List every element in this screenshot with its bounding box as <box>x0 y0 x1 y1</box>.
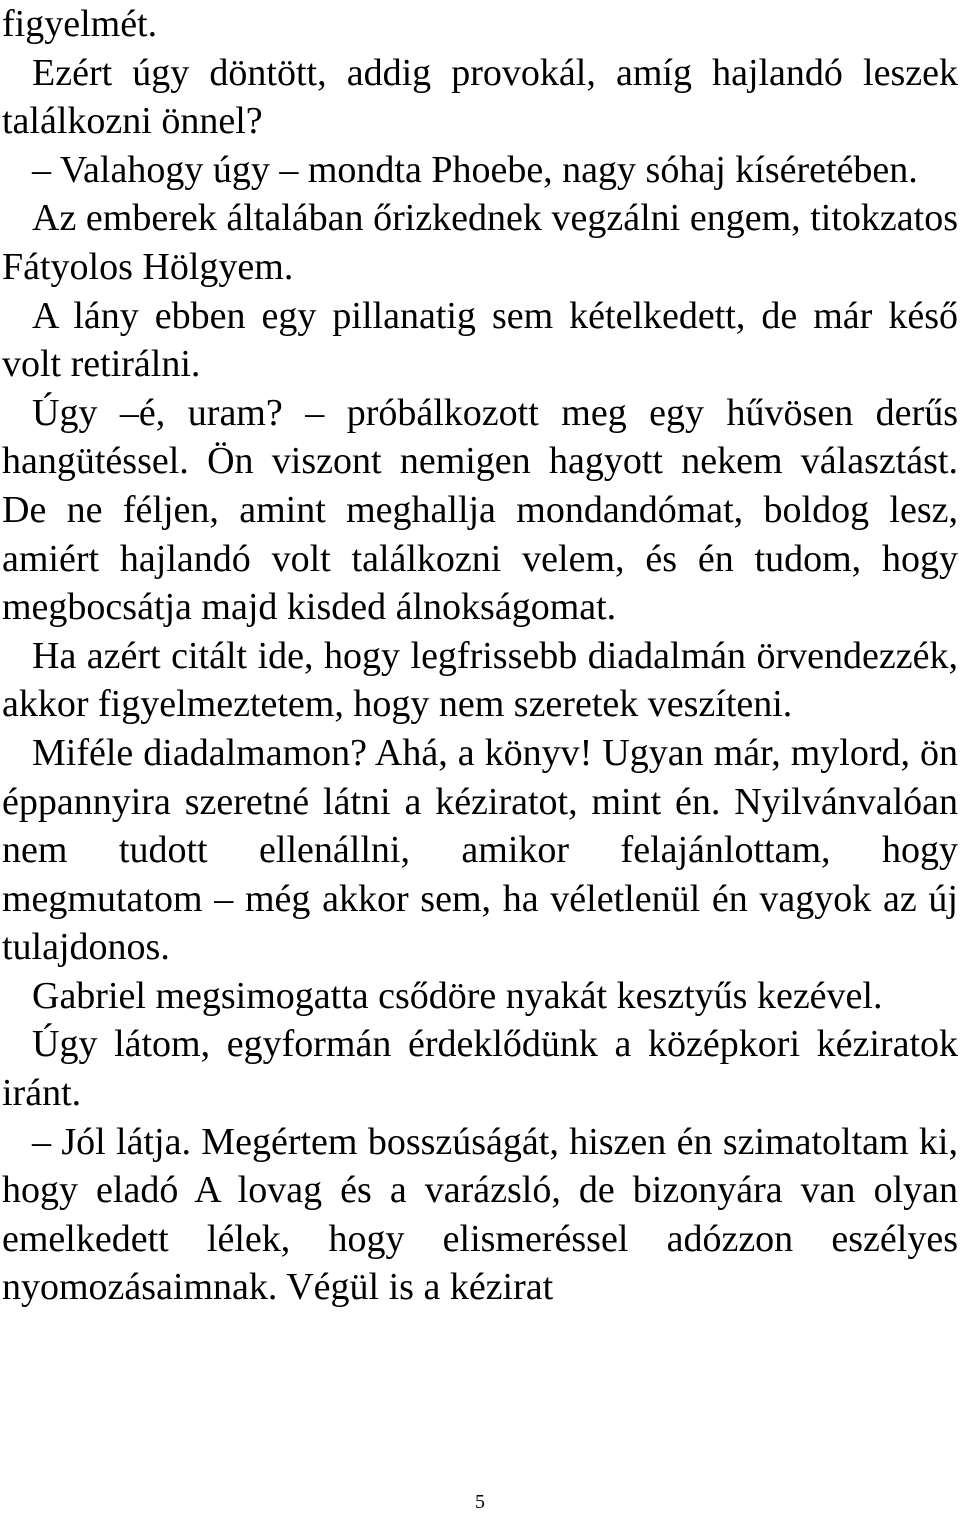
paragraph-5: A lány ebben egy pillanatig sem kételkedett, de már késő volt retirálni. <box>2 294 958 386</box>
paragraph-9: Gabriel megsimogatta csődöre nyakát kesztyűs kezével. <box>32 974 883 1017</box>
paragraph-1: figyelmét. <box>2 3 158 45</box>
paragraph-6: Úgy –é, uram? – próbálkozott meg egy hűvösen derűs hangütéssel. Ön viszont nemigen hagyott nekem választást. De ne féljen, amint meghallja mondandómat, boldog lesz, amiért hajlandó volt találkozni velem, és én tudom, hogy megbocsátja majd kisded álnokságomat. <box>2 391 958 629</box>
paragraph-7: Ha azért citált ide, hogy legfrissebb diadalmán örvendezzék, akkor figyelmeztetem, hogy nem szeretek veszíteni. <box>2 634 958 726</box>
paragraph-3: – Valahogy úgy – mondta Phoebe, nagy sóhaj kíséretében. <box>32 148 918 191</box>
paragraph-10: Úgy látom, egyformán érdeklődünk a középkori kéziratok iránt. <box>2 1023 958 1115</box>
paragraph-8: Miféle diadalmamon? Ahá, a könyv! Ugyan már, mylord, ön éppannyira szeretné látni a kéziratot, mint én. Nyilvánvalóan nem tudott ellenállni, amikor felajánlottam, hogy megmutatom – még akkor sem, ha véletlenül én vagyok az új tulajdonos. <box>2 731 958 969</box>
paragraph-4: Az emberek általában őrizkednek vegzálni engem, titokzatos Fátyolos Hölgyem. <box>2 197 958 288</box>
body-text <box>2 0 958 1312</box>
paragraph-11: – Jól látja. Megértem bosszúságát, hiszen én szimatoltam ki, hogy eladó A lovag és a varázsló, de bizonyára van olyan emelkedett lélek, hogy elismeréssel adózzon eszélyes nyomozásaimnak. Végül is a kézirat <box>2 1120 958 1309</box>
paragraph-2: Ezért úgy döntött, addig provokál, amíg hajlandó leszek találkozni önnel? <box>2 51 958 143</box>
page-number: 5 <box>475 1491 485 1513</box>
